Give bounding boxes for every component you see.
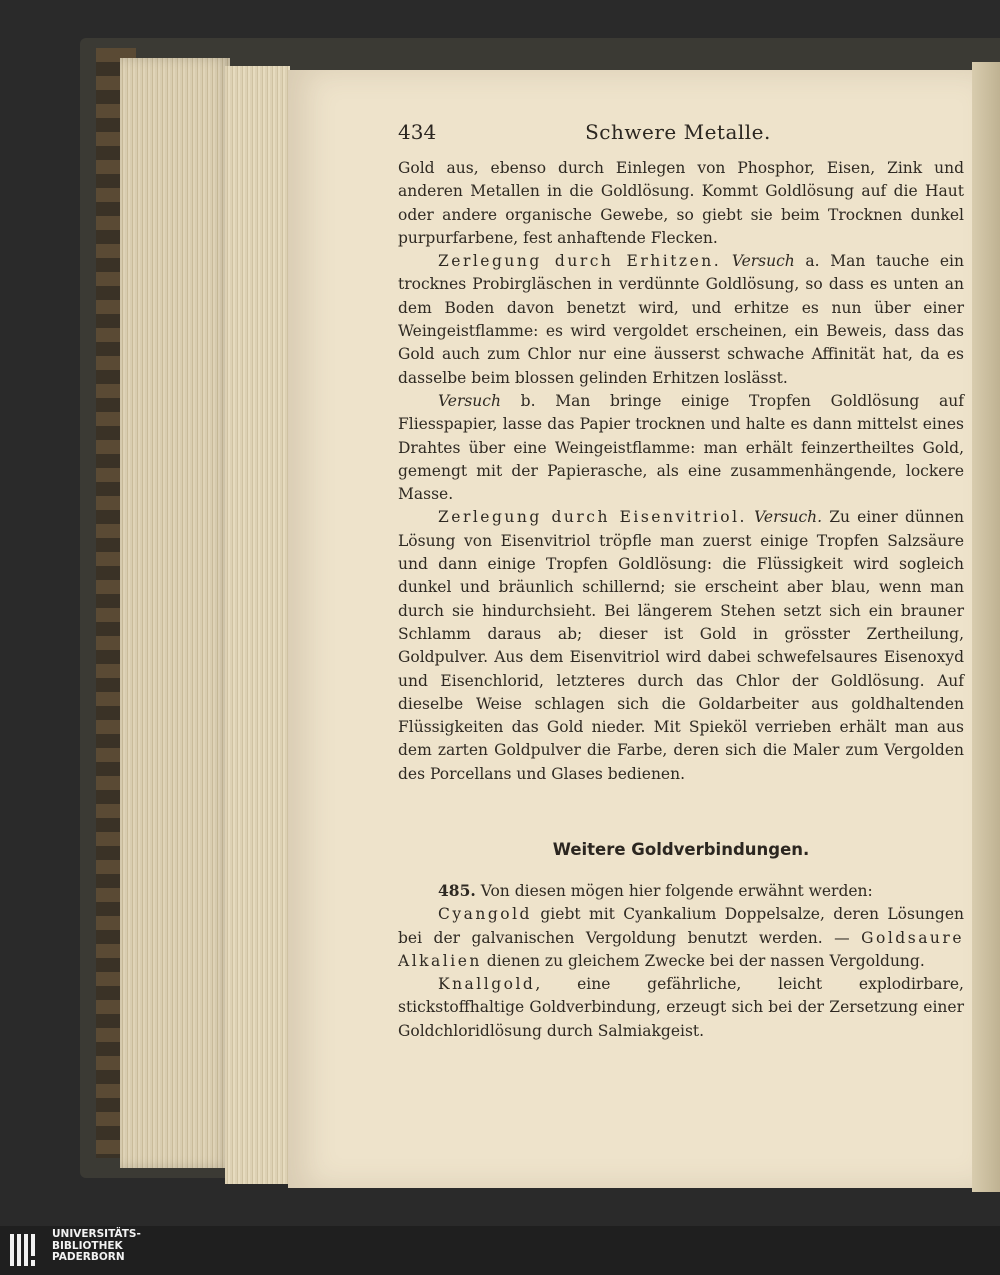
paragraph-emphasis: Versuch	[731, 252, 795, 271]
paragraph	[398, 879, 964, 903]
paragraph-emphasis: Versuch.	[754, 508, 823, 527]
paragraph	[398, 390, 964, 506]
logo-line: UNIVERSITÄTS-	[52, 1228, 141, 1240]
page-header	[398, 120, 958, 146]
paragraph-text: Von diesen mögen hier folgende erwähnt werden:	[475, 882, 873, 900]
library-logo-icon	[8, 1230, 48, 1270]
paragraph	[398, 903, 964, 973]
paragraph	[398, 157, 964, 250]
paragraph-text: Zu einer dünnen Lösung von Eisenvitriol tröpfle man zuerst einige Tropfen Salzsäure und dann einige Tropfen Goldlösung: die Flüssigkeit wird sogleich dunkel und bräunlich schillernd; sie erscheint aber blau, wenn man durch sie hindurchsieht. Bei längerem Stehen setzt sich ein brauner Schlamm daraus ab; dieser ist Gold in grösster Zertheilung, Goldpulver. Aus dem Eisenvitriol wird dabei schwefelsaures Eisenoxyd und Eisenchlorid, letzteres durch das Chlor der Goldlösung. Auf dieselbe Weise schlagen sich die Goldarbeiter aus goldhaltenden Flüssigkeiten das Gold nieder. Mit Spieköl verrieben erhält man aus dem zarten Goldpulver die Farbe, deren sich die Maler zum Vergolden des Porcellans und Glases bedienen.	[398, 508, 964, 783]
paragraph	[398, 506, 964, 786]
paragraph-lead: Zerlegung durch Eisenvitriol.	[438, 508, 747, 527]
page-number: 434	[398, 120, 437, 144]
paragraph	[398, 250, 964, 390]
logo-line: PADERBORN	[52, 1251, 125, 1263]
library-logo-text	[52, 1229, 141, 1264]
body-text	[398, 157, 964, 786]
section-heading: Weitere Goldverbindungen.	[552, 840, 810, 859]
paragraph-emphasis: Versuch	[438, 391, 501, 410]
footer-bar	[0, 1226, 1000, 1275]
page-stack-left	[120, 58, 230, 1168]
paragraph-lead: Cyangold	[438, 905, 532, 924]
paragraph-text: dienen zu gleichem Zwecke bei der nassen Vergoldung.	[481, 951, 925, 970]
paragraph-text: giebt mit Cyankalium Doppelsalze, deren Lösungen bei der galvanischen Vergoldung benutzt werden. —	[398, 905, 964, 947]
paragraph-lead: Knallgold	[438, 975, 536, 994]
page-right-edge	[972, 62, 1000, 1192]
paragraph-text: , eine gefährliche, leicht explodirbare, stickstoffhaltige Goldverbindung, erzeugt sich bei der Zersetzung einer Goldchloridlösung durch Salmiakgeist.	[398, 975, 964, 1040]
section-number: 485.	[438, 881, 476, 900]
running-title: Schwere Metalle.	[585, 120, 771, 144]
paragraph-lead: Goldsaure Alkalien	[398, 928, 964, 970]
paragraph-text: Gold aus, ebenso durch Einlegen von Phosphor, Eisen, Zink und anderen Metallen in die Goldlösung. Kommt Goldlösung auf die Haut oder andere organische Gewebe, so giebt sie beim Trocknen dunkel purpurfarbene, fest anhaftende Flecken.	[398, 159, 964, 247]
page-stack-gutter	[225, 66, 290, 1184]
paragraph-lead: Zerlegung durch Erhitzen.	[438, 252, 722, 271]
logo-line: BIBLIOTHEK	[52, 1239, 123, 1252]
paragraph-text: b. Man bringe einige Tropfen Goldlösung auf Fliesspapier, lasse das Papier trocknen und halte es dann mittelst eines Drahtes über eine Weingeistflamme: man erhält feinzertheiltes Gold, gemengt mit der Papierasche, als eine zusammenhängende, lockere Masse.	[398, 391, 964, 504]
body-text-continued	[398, 879, 964, 1043]
paragraph	[398, 973, 964, 1043]
paragraph-text: a. Man tauche ein trocknes Probirgläschen in verdünnte Goldlösung, so dass es unten an dem Boden davon benetzt wird, und erhitze es nun über einer Weingeistflamme: es wird vergoldet erscheinen, ein Beweis, dass das Gold auch zum Chlor nur eine äusserst schwache Affinität hat, da es dasselbe beim blossen gelinden Erhitzen loslässt.	[398, 252, 964, 387]
